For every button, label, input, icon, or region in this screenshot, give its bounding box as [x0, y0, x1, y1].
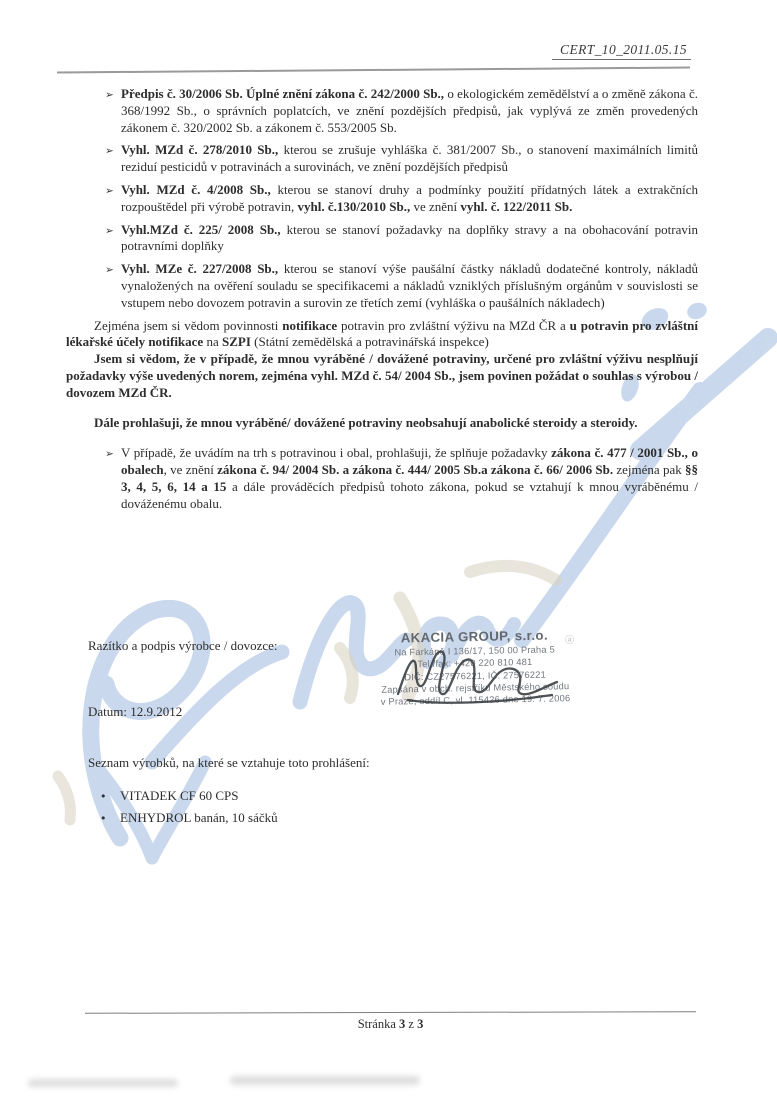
regulation-bullet-3	[66, 182, 698, 216]
stamp-phone-line: Tel./fax: +420 220 810 481	[417, 657, 533, 670]
arrow-bullet-icon: ➢	[105, 264, 114, 277]
date-label: Datum: 12.9.2012	[88, 704, 183, 719]
awareness-paragraph	[66, 351, 698, 401]
products-list-heading: Seznam výrobků, na které se vztahuje toto prohlášení:	[88, 755, 370, 770]
text-segment: zejména pak	[613, 462, 685, 478]
steroids-declaration-paragraph	[66, 415, 698, 432]
product-name: VITADEK CF 60 CPS	[120, 788, 239, 803]
text-segment: kterou se stanoví druhy a podmínky použití přídatných látek a extrakčních rozpouštědel při výrobě potravin,	[121, 181, 698, 214]
text-segment: kterou se zrušuje vyhláška č. 381/2007 Sb., o stanovení maximálních limitů reziduí pesticidů v potravinách a surovinách, ve znění pozdějších předpisů	[121, 142, 698, 175]
text-segment: a dále prováděcích předpisů tohoto zákona, pokud se vztahují k mnou vyráběnému / dováženému obalu.	[121, 478, 698, 511]
text-segment: Stránka	[357, 1017, 399, 1031]
regulation-bullet-3-text	[121, 182, 698, 214]
text-segment: zákona č. 477 / 2001 Sb., o obalech	[121, 445, 698, 478]
notification-paragraph-group	[66, 318, 698, 402]
text-segment: Vyhl.MZd č. 225/ 2008 Sb.,	[121, 221, 281, 237]
text-segment: 3	[399, 1017, 406, 1031]
text-segment: Předpis č. 30/2006 Sb. Úplné znění zákona č. 242/2000 Sb.,	[121, 86, 445, 101]
arrow-bullet-icon: ➢	[105, 145, 114, 158]
stamp-registry-line-2: v Praze, oddíl C, vl. 115426 dne 19. 7. 2006	[380, 693, 571, 707]
text-segment: Zejména jsem si vědom povinnosti	[94, 317, 283, 333]
arrow-bullet-icon: ➢	[105, 448, 114, 461]
text-segment: vyhl. č.130/2010 Sb.,	[297, 198, 411, 214]
text-segment: , ve znění	[163, 462, 218, 478]
regulation-bullet-1-text	[121, 86, 698, 135]
list-item	[100, 788, 239, 804]
packaging-declaration-bullet	[66, 445, 698, 512]
text-segment: potravin pro zvláštní výživu na MZd ČR a	[337, 317, 570, 333]
regulation-bullet-5-text	[121, 261, 698, 310]
page-number	[85, 1017, 696, 1032]
text-segment: z	[405, 1017, 418, 1031]
notification-paragraph	[66, 318, 698, 352]
text-segment: Vyhl. MZe č. 227/2008 Sb.,	[121, 261, 279, 277]
text-segment: kterou se stanoví výše paušální částky nákladů dodatečné kontroly, nákladů vynaložených na ověření souladu se specifikacemi a nákladů vzniklých příslušným orgánům v souvislosti se vstupem nebo dovozem potravin a surovin ze třetích zemí (vyhláška o paušálních nákladech)	[121, 261, 698, 310]
text-segment: V případě, že uvádím na trh s potravinou i obal, prohlašuji, že splňuje požadavky	[121, 445, 552, 461]
regulation-bullet-2-text	[121, 142, 698, 174]
text-segment: Vyhl. MZd č. 4/2008 Sb.,	[121, 181, 271, 197]
main-text-flow	[66, 86, 698, 519]
text-segment: o ekologickém zemědělství a o změně zákona č. 368/1992 Sb., o správních poplatcích, ve znění pozdějších předpisů, jak vyplývá ze změn provedených zákonem č. 320/2002 Sb. a zákonem č. 553/2005 Sb.	[121, 86, 698, 135]
regulation-bullet-1	[66, 86, 698, 136]
arrow-bullet-icon: ➢	[105, 224, 114, 237]
text-segment: 3	[417, 1017, 424, 1031]
regulation-bullet-4	[66, 222, 698, 256]
dot-bullet-icon: •	[100, 812, 107, 825]
text-segment: notifikace	[282, 317, 338, 333]
regulation-bullet-5	[66, 261, 698, 311]
text-segment: u potravin pro zvláštní lékařské účely notifikace	[66, 317, 699, 350]
text-segment: (Státní zemědělská a potravinářská inspekce)	[250, 334, 489, 350]
regulation-bullet-4-text	[121, 222, 698, 254]
document-code: CERT_10_2011.05.15	[552, 42, 691, 60]
text-segment: ve znění	[410, 198, 461, 214]
stamp-company-name: AKACIA GROUP, s.r.o.	[400, 627, 549, 646]
text-segment: Vyhl. MZd č. 278/2010 Sb.,	[121, 142, 279, 158]
regulation-bullet-2	[66, 142, 698, 176]
stamp-address-line: Na Farkáně I 136/17, 150 00 Praha 5	[394, 644, 555, 658]
packaging-declaration-text	[121, 445, 698, 510]
text-segment: zákona č. 94/ 2004 Sb. a zákona č. 444/ 2005 Sb.a zákona č. 66/ 2006 Sb.	[217, 462, 614, 478]
text-segment: kterou se stanoví požadavky na doplňky stravy a na obohacování potravin potravními doplňky	[121, 221, 698, 254]
text-segment: vyhl. č. 122/2011 Sb.	[460, 198, 573, 214]
footer-divider	[85, 1011, 696, 1014]
text-segment: Jsem si vědom, že v případě, že mnou vyráběné / dovážené potraviny, určené pro zvláštní výživu nesplňují požadavky výše uvedených norem, zejména vyhl. MZd č. 54/ 2004 Sb., jsem povinen požádat o souhlas s výrobou / dovozem MZd ČR.	[66, 351, 698, 400]
scan-artifact	[230, 1076, 420, 1085]
company-stamp	[351, 629, 598, 709]
list-item	[100, 810, 278, 826]
text-segment: §§ 3, 4, 5, 6, 14 a 15	[121, 462, 698, 494]
dot-bullet-icon: •	[100, 790, 107, 803]
stamp-signature-label: Razítko a podpis výrobce / dovozce:	[88, 638, 278, 653]
stamp-registry-line-1: Zapsána v obch. rejstříku Městského soudu	[381, 681, 570, 695]
arrow-bullet-icon: ➢	[105, 89, 114, 101]
header-divider	[57, 67, 690, 74]
text-segment: SZPI	[222, 334, 251, 350]
scan-artifact	[28, 1079, 178, 1087]
stamp-small-mark: ⓐ	[565, 635, 575, 645]
text-segment: na	[203, 334, 222, 350]
text-segment: Dále prohlašuji, že mnou vyráběné/ dovážené potraviny neobsahují anabolické steroidy a steroidy.	[94, 414, 638, 430]
arrow-bullet-icon: ➢	[105, 184, 114, 197]
stamp-tax-id-line: DIČ: CZ27576221, IČ: 27576221	[404, 669, 547, 682]
product-name: ENHYDROL banán, 10 sáčků	[120, 810, 278, 825]
